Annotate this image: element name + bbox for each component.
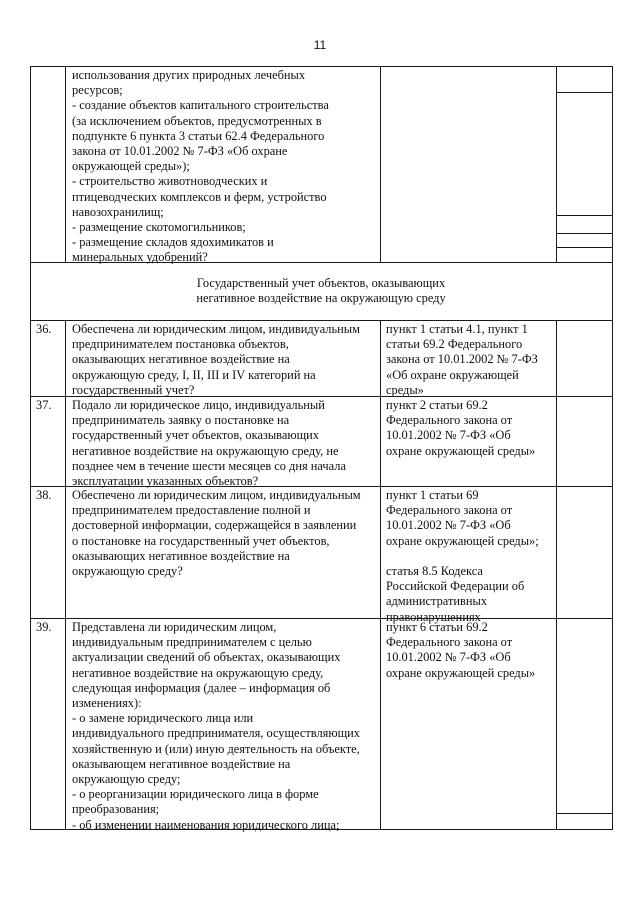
answer-subcell-divider — [556, 233, 612, 234]
answer-subcell-divider — [556, 215, 612, 216]
table-border-right — [612, 66, 613, 829]
legal-reference: пункт 1 статьи 69 Федерального закона от 10.01.2002 № 7-ФЗ «Об охране окружающей среды»; статья 8.5 Кодекса Российской Федерации об административных правонарушениях — [386, 488, 539, 624]
requirement-text: Подало ли юридическое лицо, индивидуальный предприниматель заявку о постановке на государственный учет объектов, оказывающих негативное воздействие на окружающую среду, не позднее чем в течение шести месяцев со дня начала эксплуатации указанных объектов? — [72, 398, 346, 489]
row-number: 37. — [36, 398, 52, 412]
row-divider — [30, 320, 613, 321]
col-divider — [380, 66, 381, 262]
legal-reference: пункт 2 статьи 69.2 Федерального закона от 10.01.2002 № 7-ФЗ «Об охране окружающей среды» — [386, 398, 536, 458]
answer-subcell-divider — [556, 813, 612, 814]
row-number: 38. — [36, 488, 52, 502]
section-heading: Государственный учет объектов, оказывающих негативное воздействие на окружающую среду — [196, 276, 446, 306]
table-border-left — [30, 66, 31, 829]
requirement-text: Представлена ли юридическим лицом, индивидуальным предпринимателем с целью актуализации сведений об объектах, оказывающих негативное воздействие на окружающую среду, следующая информация (далее – информация об изменениях): - о замене юридического лица или индивидуального предпринимателя, осуществляющих хозяйственную и (или) иную деятельность на объекте, оказывающем негативное воздействие на окружающую среду; - о реорганизации юридического лица в форме преобразования; - об изменении наименования юридического лица; — [72, 620, 360, 832]
row-number: 36. — [36, 322, 52, 336]
requirement-text: Обеспечено ли юридическим лицом, индивидуальным предпринимателем предоставление полной и достоверной информации, содержащейся в заявлении о постановке на государственный учет объектов, оказывающих негативное воздействие на окружающую среду? — [72, 488, 361, 579]
requirement-text: Обеспечена ли юридическим лицом, индивидуальным предпринимателем постановка объектов, оказывающих негативное воздействие на окружающую среду, I, II, III и IV категорий на государственный учет? — [72, 322, 360, 397]
row-number: 39. — [36, 620, 52, 634]
continuation-requirement-text: использования других природных лечебных ресурсов; - создание объектов капитального строительства (за исключением объектов, предусмотренных в подпункте 6 пункта 3 статьи 62.4 Федерального закона от 10.01.2002 № 7-ФЗ «Об охране окружающей среды»); - строительство животноводческих и птицеводческих комплексов и ферм, устройство навозохранилищ; - размещение скотомогильников; - размещение складов ядохимикатов и минеральных удобрений? — [72, 68, 329, 265]
answer-subcell-divider — [556, 92, 612, 93]
col-divider — [65, 66, 66, 262]
page-number: 11 — [313, 38, 327, 52]
answer-subcell-divider — [556, 247, 612, 248]
row-divider — [30, 66, 613, 67]
legal-reference: пункт 1 статьи 4.1, пункт 1 статьи 69.2 Федерального закона от 10.01.2002 № 7-ФЗ «Об охране окружающей среды» — [386, 322, 538, 397]
legal-reference: пункт 6 статьи 69.2 Федерального закона от 10.01.2002 № 7-ФЗ «Об охране окружающей среды» — [386, 620, 536, 680]
